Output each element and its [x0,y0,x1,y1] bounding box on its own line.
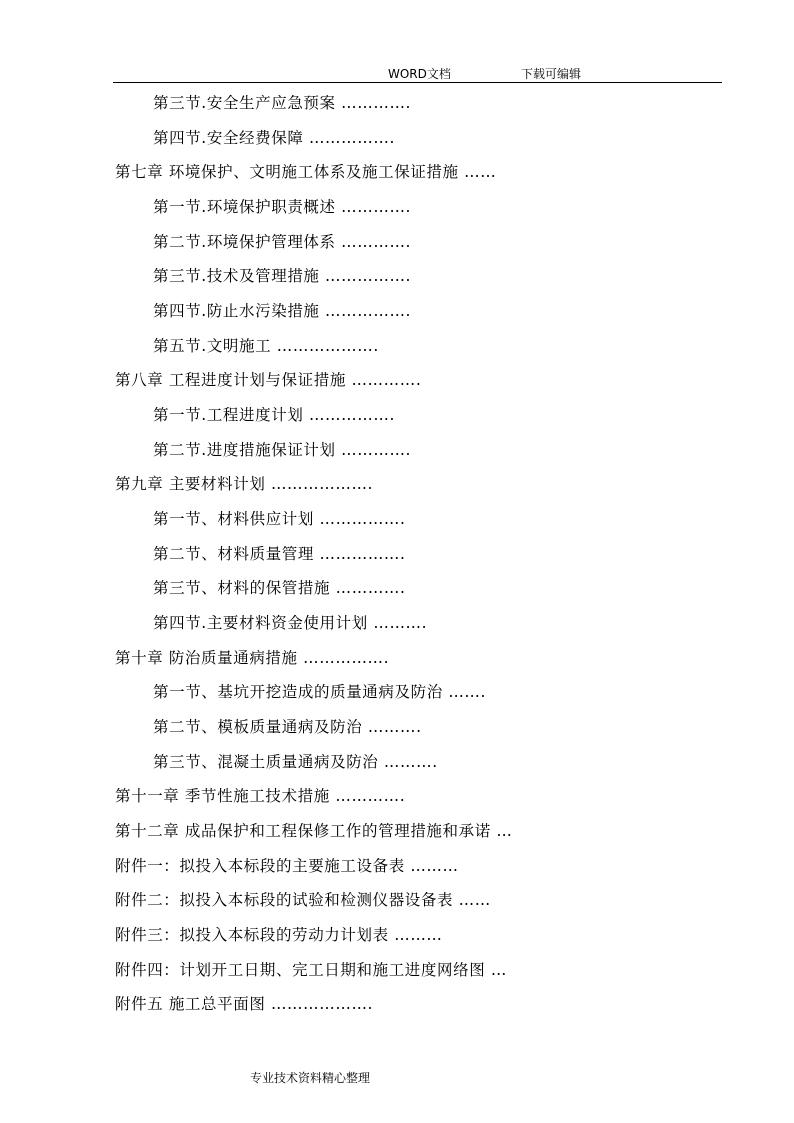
toc-entry: 第一节.环境保护职责概述 …………. [153,198,412,216]
page-header [0,0,794,90]
toc-entry: 第十一章 季节性施工技术措施 …………. [115,787,406,805]
toc-entry: 附件五 施工总平面图 ………………. [115,995,374,1013]
toc-entry: 附件四：计划开工日期、完工日期和施工进度网络图 … [115,961,507,979]
toc-entry: 第八章 工程进度计划与保证措施 …………. [115,371,422,389]
toc-entry: 第十二章 成品保护和工程保修工作的管理措施和承诺 … [115,822,513,840]
page-footer: 专业技术资料精心整理 [250,1071,371,1085]
toc-entry: 第三节.技术及管理措施 ……………. [153,267,412,285]
toc-entry: 第三节、材料的保管措施 …………. [153,579,406,597]
toc-entry: 第二节.进度措施保证计划 …………. [153,441,412,459]
toc-entry: 附件三：拟投入本标段的劳动力计划表 ……… [115,926,443,944]
header-doc-type: WORD文档 [388,67,451,81]
header-editable-note: 下载可编辑 [521,67,582,81]
toc-entry: 第一节.工程进度计划 ……………. [153,406,395,424]
toc-entry: 附件一：拟投入本标段的主要施工设备表 ……… [115,857,459,875]
toc-entry: 第四节.安全经费保障 ……………. [153,129,395,147]
toc-entry: 第二节.环境保护管理体系 …………. [153,233,412,251]
toc-entry: 第一节、基坑开挖造成的质量通病及防治 ……. [153,683,487,701]
toc-entry: 第十章 防治质量通病措施 ……………. [115,649,390,667]
toc-entry: 第七章 环境保护、文明施工体系及施工保证措施 …… [115,163,497,181]
toc-entry: 第五节.文明施工 ………………. [153,337,379,355]
toc-entry: 附件二：拟投入本标段的试验和检测仪器设备表 …… [115,891,491,909]
toc-entry: 第二节、材料质量管理 ……………. [153,545,406,563]
toc-entry: 第九章 主要材料计划 ………………. [115,475,374,493]
toc-entry: 第四节.主要材料资金使用计划 ………. [153,614,428,632]
header-divider [113,82,722,83]
toc-entry: 第四节.防止水污染措施 ……………. [153,302,412,320]
toc-entry: 第三节、混凝土质量通病及防治 ………. [153,753,438,771]
toc-entry: 第三节.安全生产应急预案 …………. [153,94,412,112]
toc-entry: 第二节、模板质量通病及防治 ………. [153,718,422,736]
toc-entry: 第一节、材料供应计划 ……………. [153,510,406,528]
